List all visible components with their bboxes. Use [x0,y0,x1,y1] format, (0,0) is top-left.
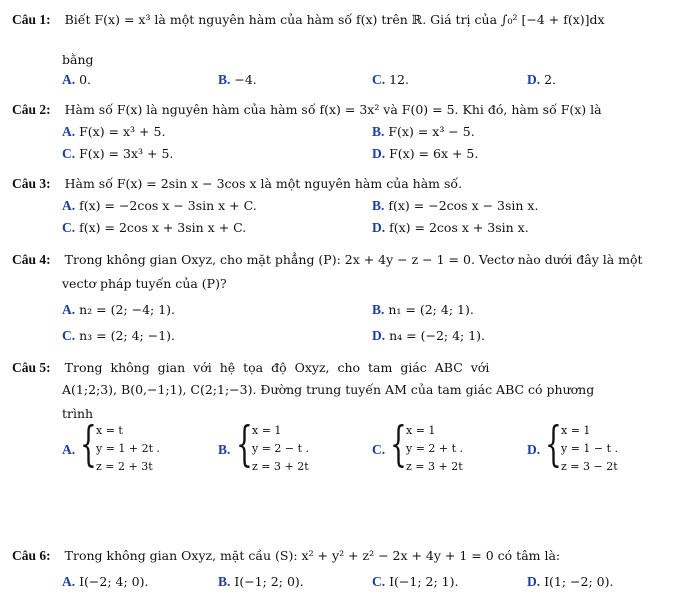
question-number: Câu 5: [12,360,51,375]
option-a[interactable]: A. n₂ = (2; −4; 1). [62,302,176,317]
option-c[interactable]: C. n₃ = (2; 4; −1). [62,328,176,343]
question-number: Câu 1: [12,12,51,27]
option-d[interactable]: D. n₄ = (−2; 4; 1). [372,328,486,343]
question-number: Câu 3: [12,176,51,191]
option-d[interactable]: D. 2. [527,72,557,87]
question-text: Trong không gian Oxyz, cho mặt phẳng (P): 2x + 4y − z − 1 = 0. Vectơ nào dưới đây là một [64,252,643,267]
question-1-stem-cont: bằng [62,52,94,67]
option-b[interactable]: B. −4. [218,72,257,87]
option-b[interactable]: B. f(x) = −2cos x − 3sin x. [372,198,539,213]
question-4-stem-cont: vectơ pháp tuyến của (P)? [62,276,227,291]
option-c[interactable]: C. I(−1; 2; 1). [372,574,459,589]
option-a[interactable]: A. 0. [62,72,92,87]
brace-icon: { [80,416,97,472]
brace-icon: { [545,416,562,472]
question-5-stem-cont2: trình [62,406,94,421]
question-2-stem [12,102,602,118]
exam-page: Câu 1: Biết F(x) = x³ là một nguyên hàm của hàm số f(x) trên ℝ. Giá trị của ∫₀² [−4 + f(x)]dx bằng A. 0. B. −4. C. 12. D. 2. Câu 2: Hàm số F(x) là nguyên hàm của hàm số f(x) = 3x² và F(0) = 5. Khi đó, hàm số F(x) là A. F(x) = x³ + 5. B. F(x) = x³ − 5. C. F(x) = 3x³ + 5. D. F(x) = 6x + 5. Câu 3: Hàm số F(x) = 2sin x − 3cos x là một nguyên hàm của hàm số. A. f(x) = −2cos x − 3sin x + C. B. f(x) = −2cos x − 3sin x. C. f(x) = 2cos x + 3sin x + C. D. f(x) = 2cos x + 3sin x. Câu 4: Trong không gian Oxyz, cho mặt phẳng (P): 2x + 4y − z − 1 = 0. Vectơ nào dưới đây là một vectơ pháp tuyến của (P)? A. n₂ = (2; −4; 1). B. n₁ = (2; 4; 1). C. n₃ = (2; 4; −1). D. n₄ = (−2; 4; 1). Câu 5: Trong không gian với hệ tọa độ Oxyz, cho tam giác ABC với A(1;2;3), B(0,−1;1), C(2;1;−3). Đường trung tuyến AM của tam giác ABC có phương trình A. { x = t y = 1 + 2t . z = 2 + 3t B. { x = 1 y = 2 − t . z = 3 + 2t C. { x = 1 y = 2 + t . z = 3 + 2t D. { x = 1 y = 1 − t . z = 3 − 2t Câu 6: Trong không gian Oxyz, mặt cầu (S): x² + y² + z² − 2x + 4y + 1 = 0 có tâm là: A. I(−2; 4; 0). B. I(−1; 2; 0). C. I(−1; 2; 1). D. I(1; −2; 0). [12,12,643,589]
option-a[interactable]: A. F(x) = x³ + 5. [62,124,166,139]
question-3-stem [12,176,462,192]
question-6-stem [12,548,560,564]
question-text: Hàm số F(x) = 2sin x − 3cos x là một nguyên hàm của hàm số. [64,176,463,191]
option-a[interactable]: A. I(−2; 4; 0). [62,574,149,589]
option-d[interactable]: D. f(x) = 2cos x + 3sin x. [372,220,529,235]
question-5-stem-cont: A(1;2;3), B(0,−1;1), C(2;1;−3). Đường trung tuyến AM của tam giác ABC có phương [62,382,595,397]
brace-icon: { [390,416,407,472]
option-d[interactable]: D. F(x) = 6x + 5. [372,146,479,161]
option-c[interactable]: C. f(x) = 2cos x + 3sin x + C. [62,220,247,235]
question-text: Trong không gian Oxyz, mặt cầu (S): x² + y² + z² − 2x + 4y + 1 = 0 có tâm là: [64,548,561,563]
question-text: Hàm số F(x) là nguyên hàm của hàm số f(x) = 3x² và F(0) = 5. Khi đó, hàm số F(x) là [64,102,602,117]
question-5-stem [12,360,489,376]
option-b[interactable]: B. F(x) = x³ − 5. [372,124,475,139]
brace-icon: { [236,416,253,472]
question-text: Biết F(x) = x³ là một nguyên hàm của hàm số f(x) trên ℝ. Giá trị của ∫₀² [−4 + f(x)]dx [64,12,605,27]
question-text: Trong không gian với hệ tọa độ Oxyz, cho tam giác ABC với [64,360,490,375]
question-1-stem [12,12,605,28]
question-4-stem [12,252,643,268]
option-b[interactable]: B. I(−1; 2; 0). [218,574,304,589]
option-c[interactable]: C. F(x) = 3x³ + 5. [62,146,174,161]
question-number: Câu 4: [12,252,51,267]
option-a[interactable]: A. f(x) = −2cos x − 3sin x + C. [62,198,257,213]
option-c[interactable]: C. 12. [372,72,409,87]
question-number: Câu 6: [12,548,51,563]
question-number: Câu 2: [12,102,51,117]
option-b[interactable]: B. n₁ = (2; 4; 1). [372,302,474,317]
option-d[interactable]: D. I(1; −2; 0). [527,574,614,589]
